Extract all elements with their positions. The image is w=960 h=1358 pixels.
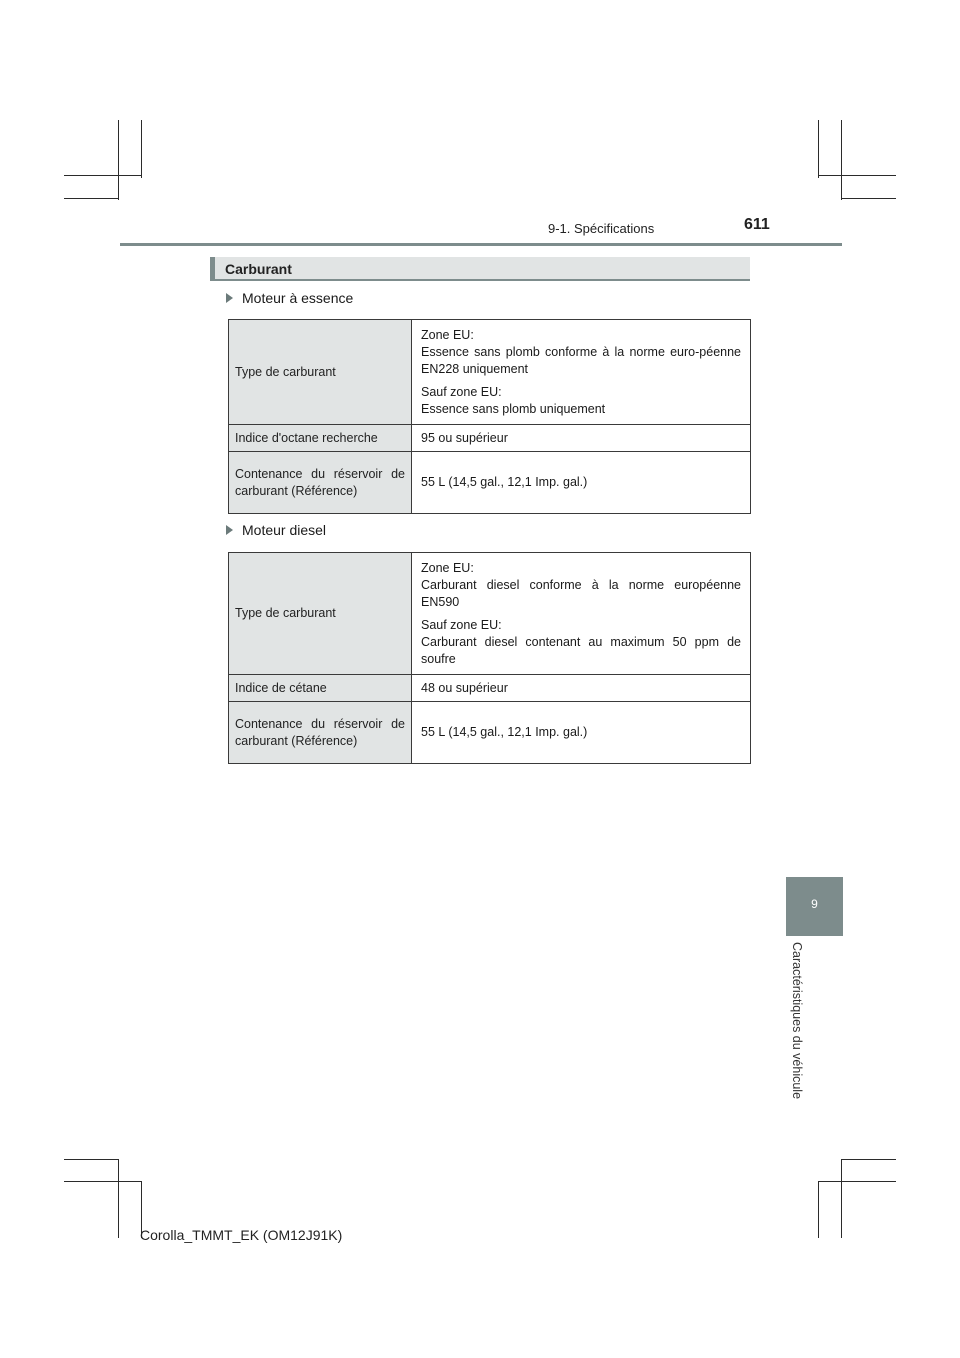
petrol-subheading bbox=[226, 290, 353, 306]
tank-capacity-value: 55 L (14,5 gal., 12,1 Imp. gal.) bbox=[412, 702, 751, 764]
chapter-tab bbox=[786, 877, 843, 936]
table-row bbox=[229, 425, 751, 452]
value-line: Essence sans plomb uniquement bbox=[421, 401, 606, 416]
crop-mark bbox=[818, 120, 819, 178]
octane-value: 95 ou supérieur bbox=[412, 425, 751, 452]
crop-mark bbox=[841, 1159, 842, 1238]
crop-mark bbox=[841, 1159, 896, 1160]
fuel-type-label: Type de carburant bbox=[229, 553, 412, 675]
crop-mark bbox=[64, 175, 142, 176]
chapter-label bbox=[788, 942, 806, 1112]
crop-mark bbox=[64, 1181, 142, 1182]
page-number: 611 bbox=[744, 216, 770, 233]
value-line: Carburant diesel contenant au maximum 50 ppm de soufre bbox=[421, 634, 741, 666]
crop-mark bbox=[141, 120, 142, 178]
crop-mark bbox=[818, 1181, 896, 1182]
triangle-bullet-icon bbox=[226, 293, 233, 303]
diesel-subheading-label: Moteur diesel bbox=[242, 522, 327, 538]
chapter-number: 9 bbox=[811, 897, 818, 911]
value-line: Carburant diesel conforme à la norme européenne EN590 bbox=[421, 577, 741, 609]
crop-mark bbox=[841, 198, 896, 199]
section-heading-bar bbox=[210, 257, 750, 281]
value-line: Sauf zone EU: bbox=[421, 617, 502, 632]
fuel-type-value bbox=[412, 553, 751, 675]
crop-mark bbox=[118, 1159, 119, 1238]
value-line: Sauf zone EU: bbox=[421, 384, 502, 399]
tank-capacity-label: Contenance du réservoir de carburant (Référence) bbox=[229, 452, 412, 514]
petrol-subheading-label: Moteur à essence bbox=[242, 290, 354, 306]
tank-capacity-value: 55 L (14,5 gal., 12,1 Imp. gal.) bbox=[412, 452, 751, 514]
triangle-bullet-icon bbox=[226, 525, 233, 535]
value-line: Essence sans plomb conforme à la norme euro-péenne EN228 uniquement bbox=[421, 344, 741, 376]
table-row bbox=[229, 702, 751, 764]
crop-mark bbox=[841, 120, 842, 200]
header-section-title: 9-1. Spécifications bbox=[548, 221, 655, 236]
table-row bbox=[229, 320, 751, 425]
fuel-type-value bbox=[412, 320, 751, 425]
fuel-type-label: Type de carburant bbox=[229, 320, 412, 425]
table-row bbox=[229, 553, 751, 675]
crop-mark bbox=[64, 198, 119, 199]
petrol-spec-table bbox=[228, 319, 751, 514]
chapter-label-text: Caractéristiques du véhicule bbox=[790, 942, 804, 1100]
table-row bbox=[229, 452, 751, 514]
value-line: Zone EU: bbox=[421, 560, 474, 575]
crop-mark bbox=[818, 175, 896, 176]
crop-mark bbox=[64, 1159, 119, 1160]
header-rule bbox=[120, 243, 842, 246]
tank-capacity-label: Contenance du réservoir de carburant (Référence) bbox=[229, 702, 412, 764]
crop-mark bbox=[818, 1181, 819, 1238]
cetane-value: 48 ou supérieur bbox=[412, 675, 751, 702]
octane-label: Indice d'octane recherche bbox=[229, 425, 412, 452]
cetane-label: Indice de cétane bbox=[229, 675, 412, 702]
section-title: Carburant bbox=[225, 261, 292, 277]
footer-document-id: Corolla_TMMT_EK (OM12J91K) bbox=[140, 1227, 343, 1243]
value-line: Zone EU: bbox=[421, 327, 474, 342]
crop-mark bbox=[118, 120, 119, 200]
diesel-spec-table bbox=[228, 552, 751, 764]
diesel-subheading bbox=[226, 522, 326, 538]
table-row bbox=[229, 675, 751, 702]
